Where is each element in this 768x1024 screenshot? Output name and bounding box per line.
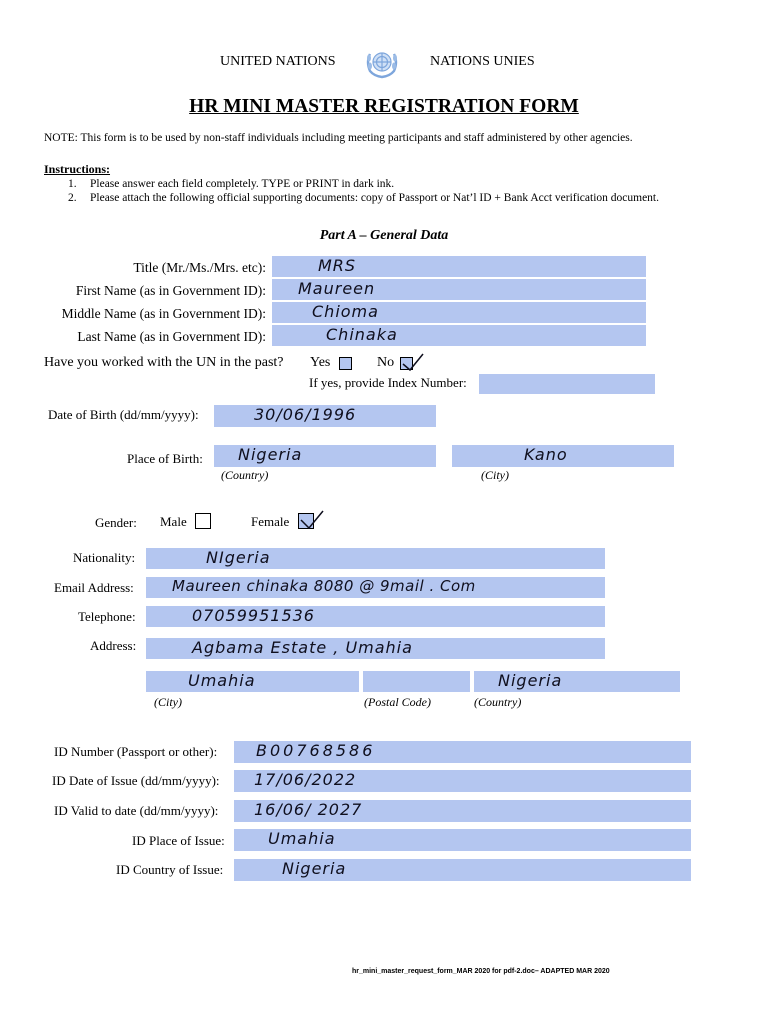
id-number-value: B00768586 bbox=[256, 741, 376, 760]
email-label: Email Address: bbox=[54, 580, 134, 595]
dob-value: 30/06/1996 bbox=[254, 405, 357, 424]
id-issue-date-field[interactable] bbox=[234, 770, 691, 792]
address-postal-field[interactable] bbox=[363, 671, 470, 692]
id-number-label: ID Number (Passport or other): bbox=[54, 744, 218, 759]
un-emblem-icon bbox=[362, 44, 402, 80]
address-label: Address: bbox=[90, 638, 137, 653]
email-field[interactable] bbox=[146, 577, 605, 598]
address-country-value: Nigeria bbox=[498, 671, 563, 690]
pob-country-field[interactable] bbox=[214, 445, 436, 467]
address-postal-caption: (Postal Code) bbox=[364, 695, 431, 709]
id-country-field[interactable] bbox=[234, 859, 691, 881]
form-title: HR MINI MASTER REGISTRATION FORM bbox=[189, 96, 579, 117]
email-value: Maureen chinaka 8080 @ 9mail . Com bbox=[172, 577, 476, 595]
pob-city-field[interactable] bbox=[452, 445, 674, 467]
id-valid-value: 16/06/ 2027 bbox=[254, 800, 363, 819]
footer-filename: hr_mini_master_request_form_MAR 2020 for pdf-2.doc– ADAPTED MAR 2020 bbox=[352, 968, 610, 975]
telephone-label: Telephone: bbox=[78, 609, 136, 624]
pob-country-caption: (Country) bbox=[221, 468, 269, 482]
middle-name-label: Middle Name (as in Government ID): bbox=[61, 306, 266, 321]
id-valid-field[interactable] bbox=[234, 800, 691, 822]
id-issue-date-label: ID Date of Issue (dd/mm/yyyy): bbox=[52, 773, 220, 788]
last-name-value: Chinaka bbox=[326, 325, 398, 344]
last-name-label: Last Name (as in Government ID): bbox=[77, 329, 266, 344]
first-name-value: Maureen bbox=[298, 279, 376, 298]
part-a-heading: Part A – General Data bbox=[319, 228, 449, 243]
no-label: No bbox=[377, 355, 395, 370]
id-country-label: ID Country of Issue: bbox=[116, 862, 224, 877]
title-value: MRS bbox=[318, 256, 357, 275]
instruction-text: Please answer each field completely. TYPE or PRINT in dark ink. bbox=[90, 178, 395, 190]
yes-label: Yes bbox=[310, 355, 331, 370]
id-valid-label: ID Valid to date (dd/mm/yyyy): bbox=[54, 803, 219, 818]
nationality-field[interactable] bbox=[146, 548, 605, 569]
first-name-label: First Name (as in Government ID): bbox=[75, 283, 266, 298]
index-number-label: If yes, provide Index Number: bbox=[309, 375, 467, 390]
gender-label: Gender: bbox=[95, 515, 137, 530]
male-label: Male bbox=[160, 514, 187, 529]
title-label: Title (Mr./Ms./Mrs. etc): bbox=[133, 260, 266, 275]
worked-un-no-checkbox[interactable] bbox=[400, 357, 413, 370]
dob-label: Date of Birth (dd/mm/yyyy): bbox=[48, 407, 199, 422]
dob-field[interactable] bbox=[214, 405, 436, 427]
telephone-field[interactable] bbox=[146, 606, 605, 627]
address-country-field[interactable] bbox=[474, 671, 680, 692]
pob-country-value: Nigeria bbox=[238, 445, 303, 464]
instruction-text: Please attach the following official supporting documents: copy of Passport or Nat’l ID + Bank Acct verification document. bbox=[90, 192, 659, 204]
middle-name-field[interactable] bbox=[272, 302, 646, 323]
pob-city-caption: (City) bbox=[481, 468, 509, 482]
instructions-heading: Instructions: bbox=[44, 162, 111, 176]
id-issue-date-value: 17/06/2022 bbox=[254, 770, 357, 789]
org-name-french: NATIONS UNIES bbox=[430, 54, 535, 69]
gender-female-checkbox[interactable] bbox=[298, 513, 314, 529]
id-number-field[interactable] bbox=[234, 741, 691, 763]
gender-male-checkbox[interactable] bbox=[195, 513, 211, 529]
index-number-field[interactable] bbox=[479, 374, 655, 394]
nationality-value: NIgeria bbox=[206, 548, 271, 567]
instruction-number: 2. bbox=[68, 192, 77, 204]
checkmark-icon bbox=[401, 352, 425, 372]
id-place-field[interactable] bbox=[234, 829, 691, 851]
worked-un-yes-checkbox[interactable] bbox=[339, 357, 352, 370]
id-place-value: Umahia bbox=[268, 829, 336, 848]
address-country-caption: (Country) bbox=[474, 695, 522, 709]
title-field[interactable] bbox=[272, 256, 646, 277]
middle-name-value: Chioma bbox=[312, 302, 379, 321]
address-city-caption: (City) bbox=[154, 695, 182, 709]
pob-label: Place of Birth: bbox=[127, 451, 203, 466]
address-value: Agbama Estate , Umahia bbox=[192, 638, 413, 657]
form-note: NOTE: This form is to be used by non-staff individuals including meeting participants and staff administered by other agencies. bbox=[44, 132, 633, 144]
female-label: Female bbox=[251, 514, 290, 529]
address-city-field[interactable] bbox=[146, 671, 359, 692]
org-name-english: UNITED NATIONS bbox=[220, 54, 336, 69]
last-name-field[interactable] bbox=[272, 325, 646, 346]
checkmark-icon bbox=[299, 508, 325, 530]
worked-un-label: Have you worked with the UN in the past? bbox=[44, 355, 284, 370]
pob-city-value: Kano bbox=[524, 445, 568, 464]
telephone-value: 07059951536 bbox=[192, 606, 315, 625]
nationality-label: Nationality: bbox=[73, 550, 136, 565]
address-city-value: Umahia bbox=[188, 671, 256, 690]
address-field[interactable] bbox=[146, 638, 605, 659]
instruction-number: 1. bbox=[68, 178, 77, 190]
first-name-field[interactable] bbox=[272, 279, 646, 300]
id-place-label: ID Place of Issue: bbox=[132, 833, 225, 848]
id-country-value: Nigeria bbox=[282, 859, 347, 878]
